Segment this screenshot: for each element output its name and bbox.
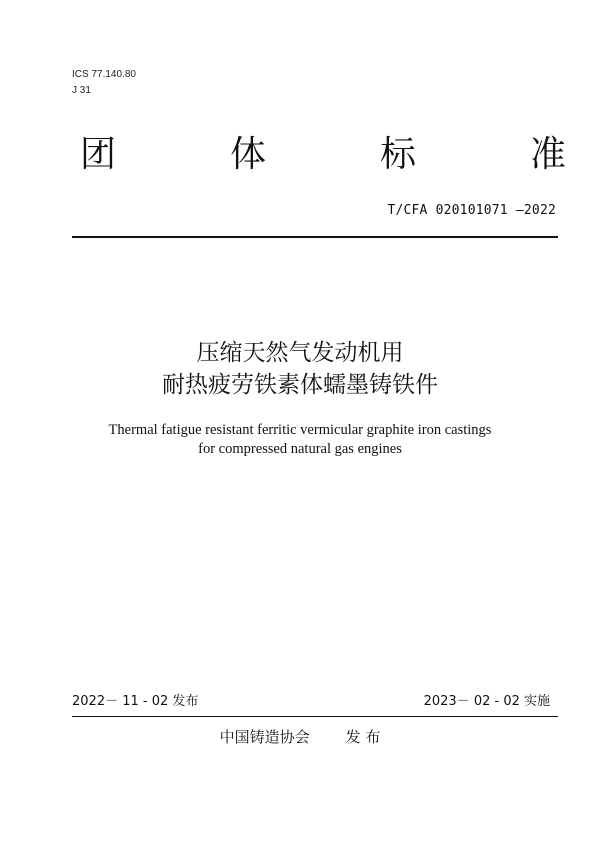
bottom-divider [72,716,558,717]
top-divider [72,236,558,238]
issuer-line [0,726,600,748]
standard-type-char-3: 标 [379,134,416,175]
issue-action: 发 布 [345,728,381,746]
ics-code: ICS 77.140.80 [72,69,136,80]
standard-type-char-2: 体 [229,134,266,175]
standard-number: T/CFA 020101071 —2022 [387,203,556,218]
issuing-organization: 中国铸造协会 [219,728,310,746]
standard-type-heading [80,131,566,179]
implementation-date: 2023－ 02 - 02 实施 [423,694,550,709]
chinese-title-line-2: 耐热疲劳铁素体蠕墨铸铁件 [162,372,438,398]
english-title-line-1: Thermal fatigue resistant ferritic vermicular graphite iron castings [108,422,492,438]
standard-type-char-1: 团 [80,134,117,175]
standard-type-char-4: 准 [529,134,566,175]
chinese-title-line-1: 压缩天然气发动机用 [196,340,404,366]
publication-date: 2022－ 11 - 02 发布 [72,694,199,709]
ccs-code: J 31 [72,85,91,96]
english-title-line-2: for compressed natural gas engines [198,441,402,457]
